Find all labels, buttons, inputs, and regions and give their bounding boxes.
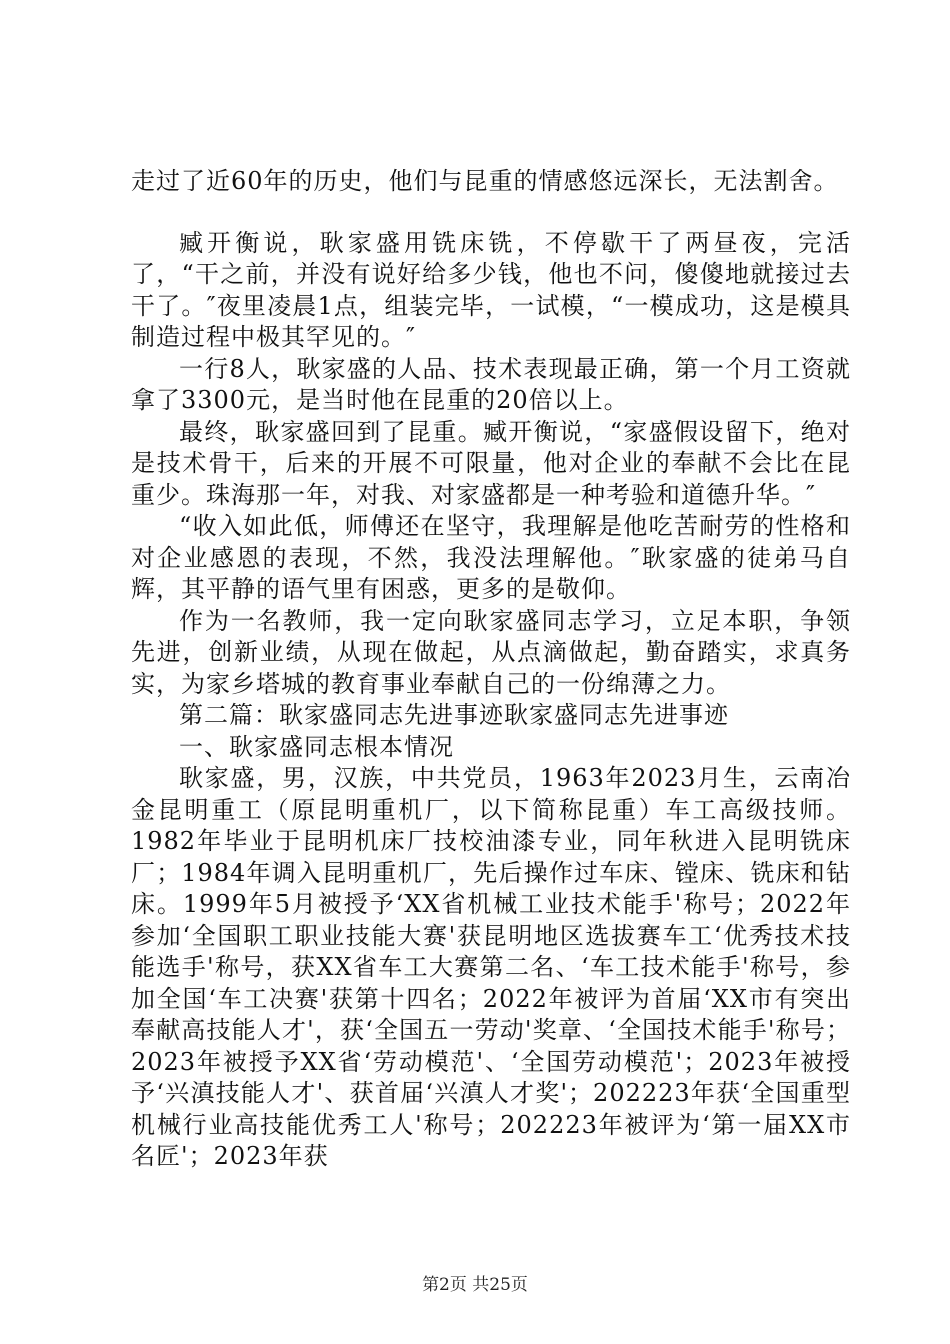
paragraph-7: 耿家盛，男，汉族，中共党员，1963年2023月生，云南冶金昆明重工（原昆明重机厂，以下简称昆重）车工高级技师。1982年毕业于昆明机床厂技校油漆专业，同年秋进入昆明铣床厂；1984年调入昆明重机厂，先后操作过车床、镗床、铣床和钻床。1999年5月被授予‘XX省机械工业技术能手'称号；2022年参加‘全国职工职业技能大赛'获昆明地区选拔赛车工‘优秀技术技能选手'称号，获XX省车工大赛第二名、‘车工技术能手'称号，参加全国‘车工决赛'获第十四名；2022年被评为首届‘XX市有突出奉献高技能人才'，获‘全国五一劳动'奖章、‘全国技术能手'称号；2023年被授予XX省‘劳动模范'、‘全国劳动模范'；2023年被授予‘兴滇技能人才'、获首届‘兴滇人才奖'；202223年获‘全国重型机械行业高技能优秀工人'称号；202223年被评为‘第一届XX市名匠'；2023年获: [131, 764, 851, 1170]
paragraph-gap: [131, 198, 851, 228]
paragraph-3: 一行8人，耿家盛的人品、技术表现最正确，第一个月工资就拿了3300元，是当时他在昆重的20倍以上。: [131, 354, 851, 414]
page-footer: 第2页 共25页: [422, 1275, 528, 1295]
paragraph-5: “收入如此低，师傅还在坚守，我理解是他吃苦耐劳的性格和对企业感恩的表现，不然，我没法理解他。″耿家盛的徒弟马自辉，其平静的语气里有困惑，更多的是敬仰。: [131, 512, 851, 603]
paragraph-2: 臧开衡说，耿家盛用铣床铣，不停歇干了两昼夜，完活了，“干之前，并没有说好给多少钱，他也不问，傻傻地就接过去干了。″夜里凌晨1点，组装完毕，一试模，“一模成功，这是模具制造过程中极其罕见的。″: [131, 228, 851, 351]
paragraph-6: 作为一名教师，我一定向耿家盛同志学习，立足本职，争领先进，创新业绩，从现在做起，从点滴做起，勤奋踏实，求真务实，为家乡塔城的教育事业奉献自己的一份绵薄之力。: [131, 606, 851, 698]
section-heading-2: 第二篇：耿家盛同志先进事迹耿家盛同志先进事迹: [179, 701, 729, 729]
paragraph-4: 最终，耿家盛回到了昆重。臧开衡说，“家盛假设留下，绝对是技术骨干，后来的开展不可限量，他对企业的奉献不会比在昆重少。珠海那一年，对我、对家盛都是一种考验和道德升华。″: [131, 417, 851, 509]
subsection-heading-1: 一、耿家盛同志根本情况: [179, 732, 454, 761]
paragraph-1: 走过了近60年的历史，他们与昆重的情感悠远深长，无法割舍。: [131, 167, 839, 195]
document-body: [131, 166, 851, 1173]
